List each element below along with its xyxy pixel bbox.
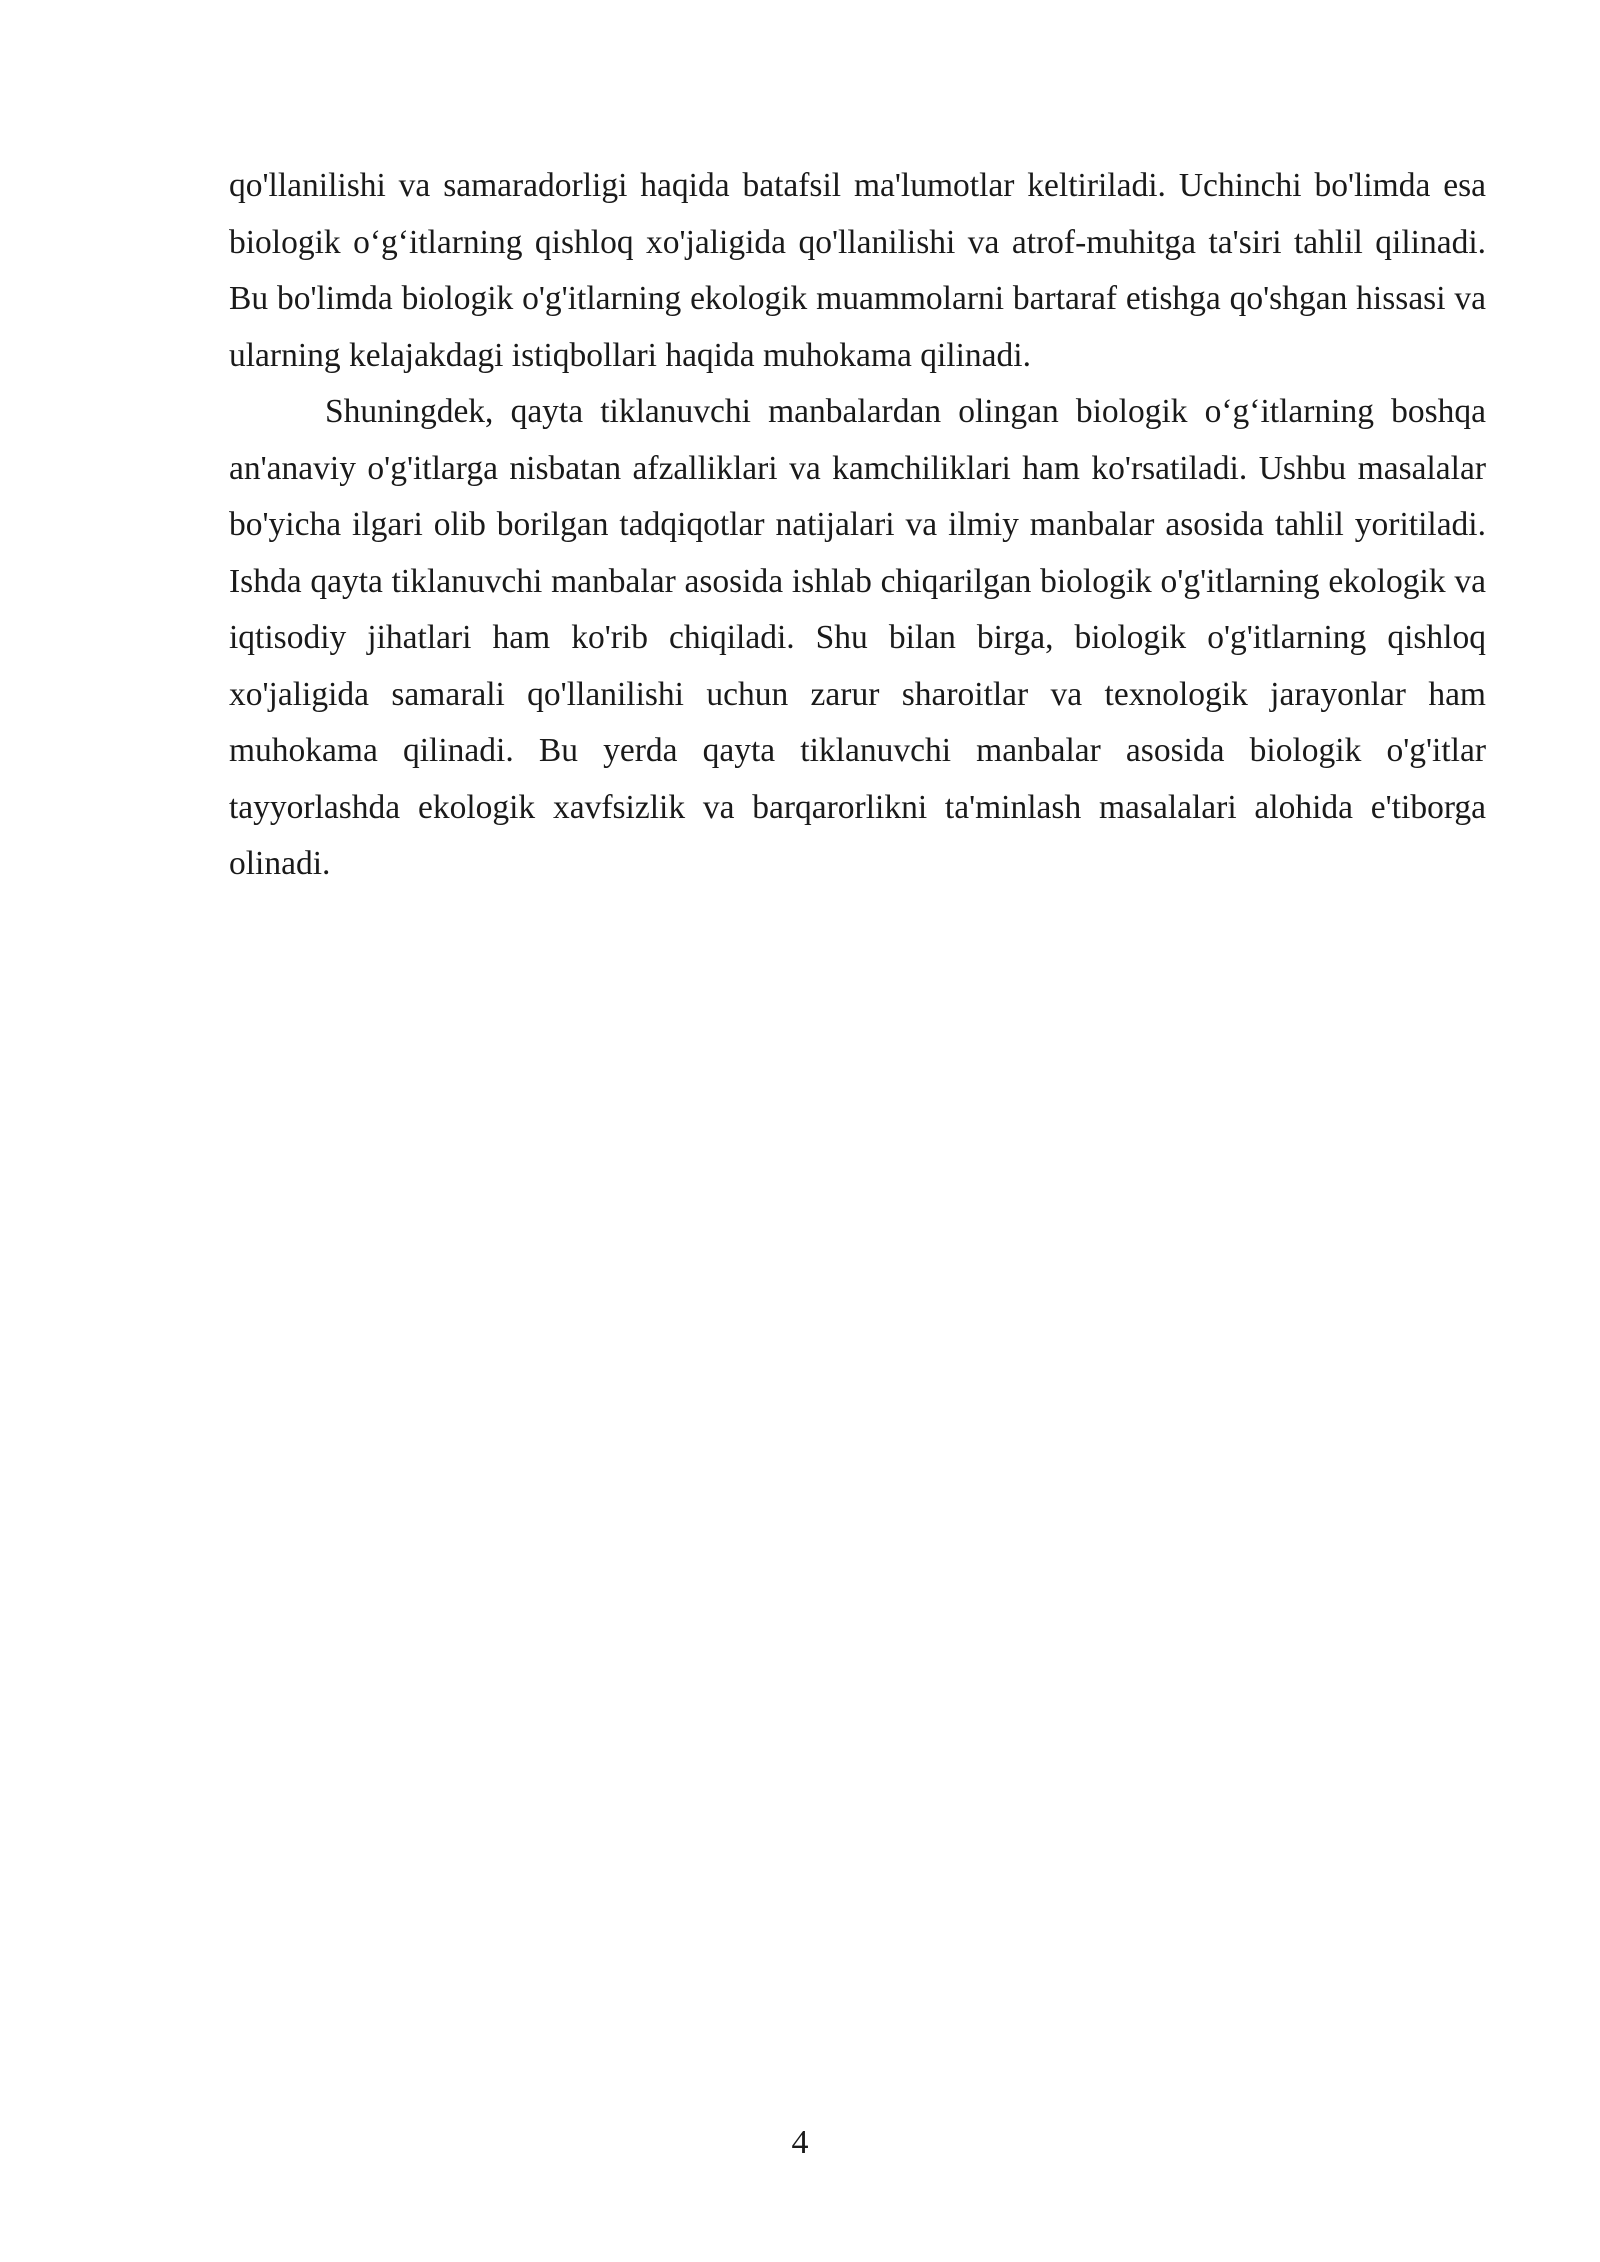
body-text: [229, 158, 1486, 893]
page-number: 4: [791, 2124, 809, 2161]
paragraph-continuation: qo'llanilishi va samaradorligi haqida batafsil ma'lumotlar keltiriladi. Uchinchi bo'limda esa biologik o‘g‘itlarning qishloq xo'jaligida qo'llanilishi va atrof-muhitga ta'siri tahlil qilinadi. Bu bo'limda biologik o'g'itlarning ekologik muammolarni bartaraf etishga qo'shgan hissasi va ularning kelajakdagi istiqbollari haqida muhokama qilinadi.: [229, 167, 1486, 374]
paragraph-indented: Shuningdek, qayta tiklanuvchi manbalardan olingan biologik o‘g‘itlarning boshqa an'anaviy o'g'itlarga nisbatan afzalliklari va kamchiliklari ham ko'rsatiladi. Ushbu masalalar bo'yicha ilgari olib borilgan tadqiqotlar natijalari va ilmiy manbalar asosida tahlil yoritiladi. Ishda qayta tiklanuvchi manbalar asosida ishlab chiqarilgan biologik o'g'itlarning ekologik va iqtisodiy jihatlari ham ko'rib chiqiladi. Shu bilan birga, biologik o'g'itlarning qishloq xo'jaligida samarali qo'llanilishi uchun zarur sharoitlar va texnologik jarayonlar ham muhokama qilinadi. Bu yerda qayta tiklanuvchi manbalar asosida biologik o'g'itlar tayyorlashda ekologik xavfsizlik va barqarorlikni ta'minlash masalalari alohida e'tiborga olinadi.: [229, 393, 1486, 882]
